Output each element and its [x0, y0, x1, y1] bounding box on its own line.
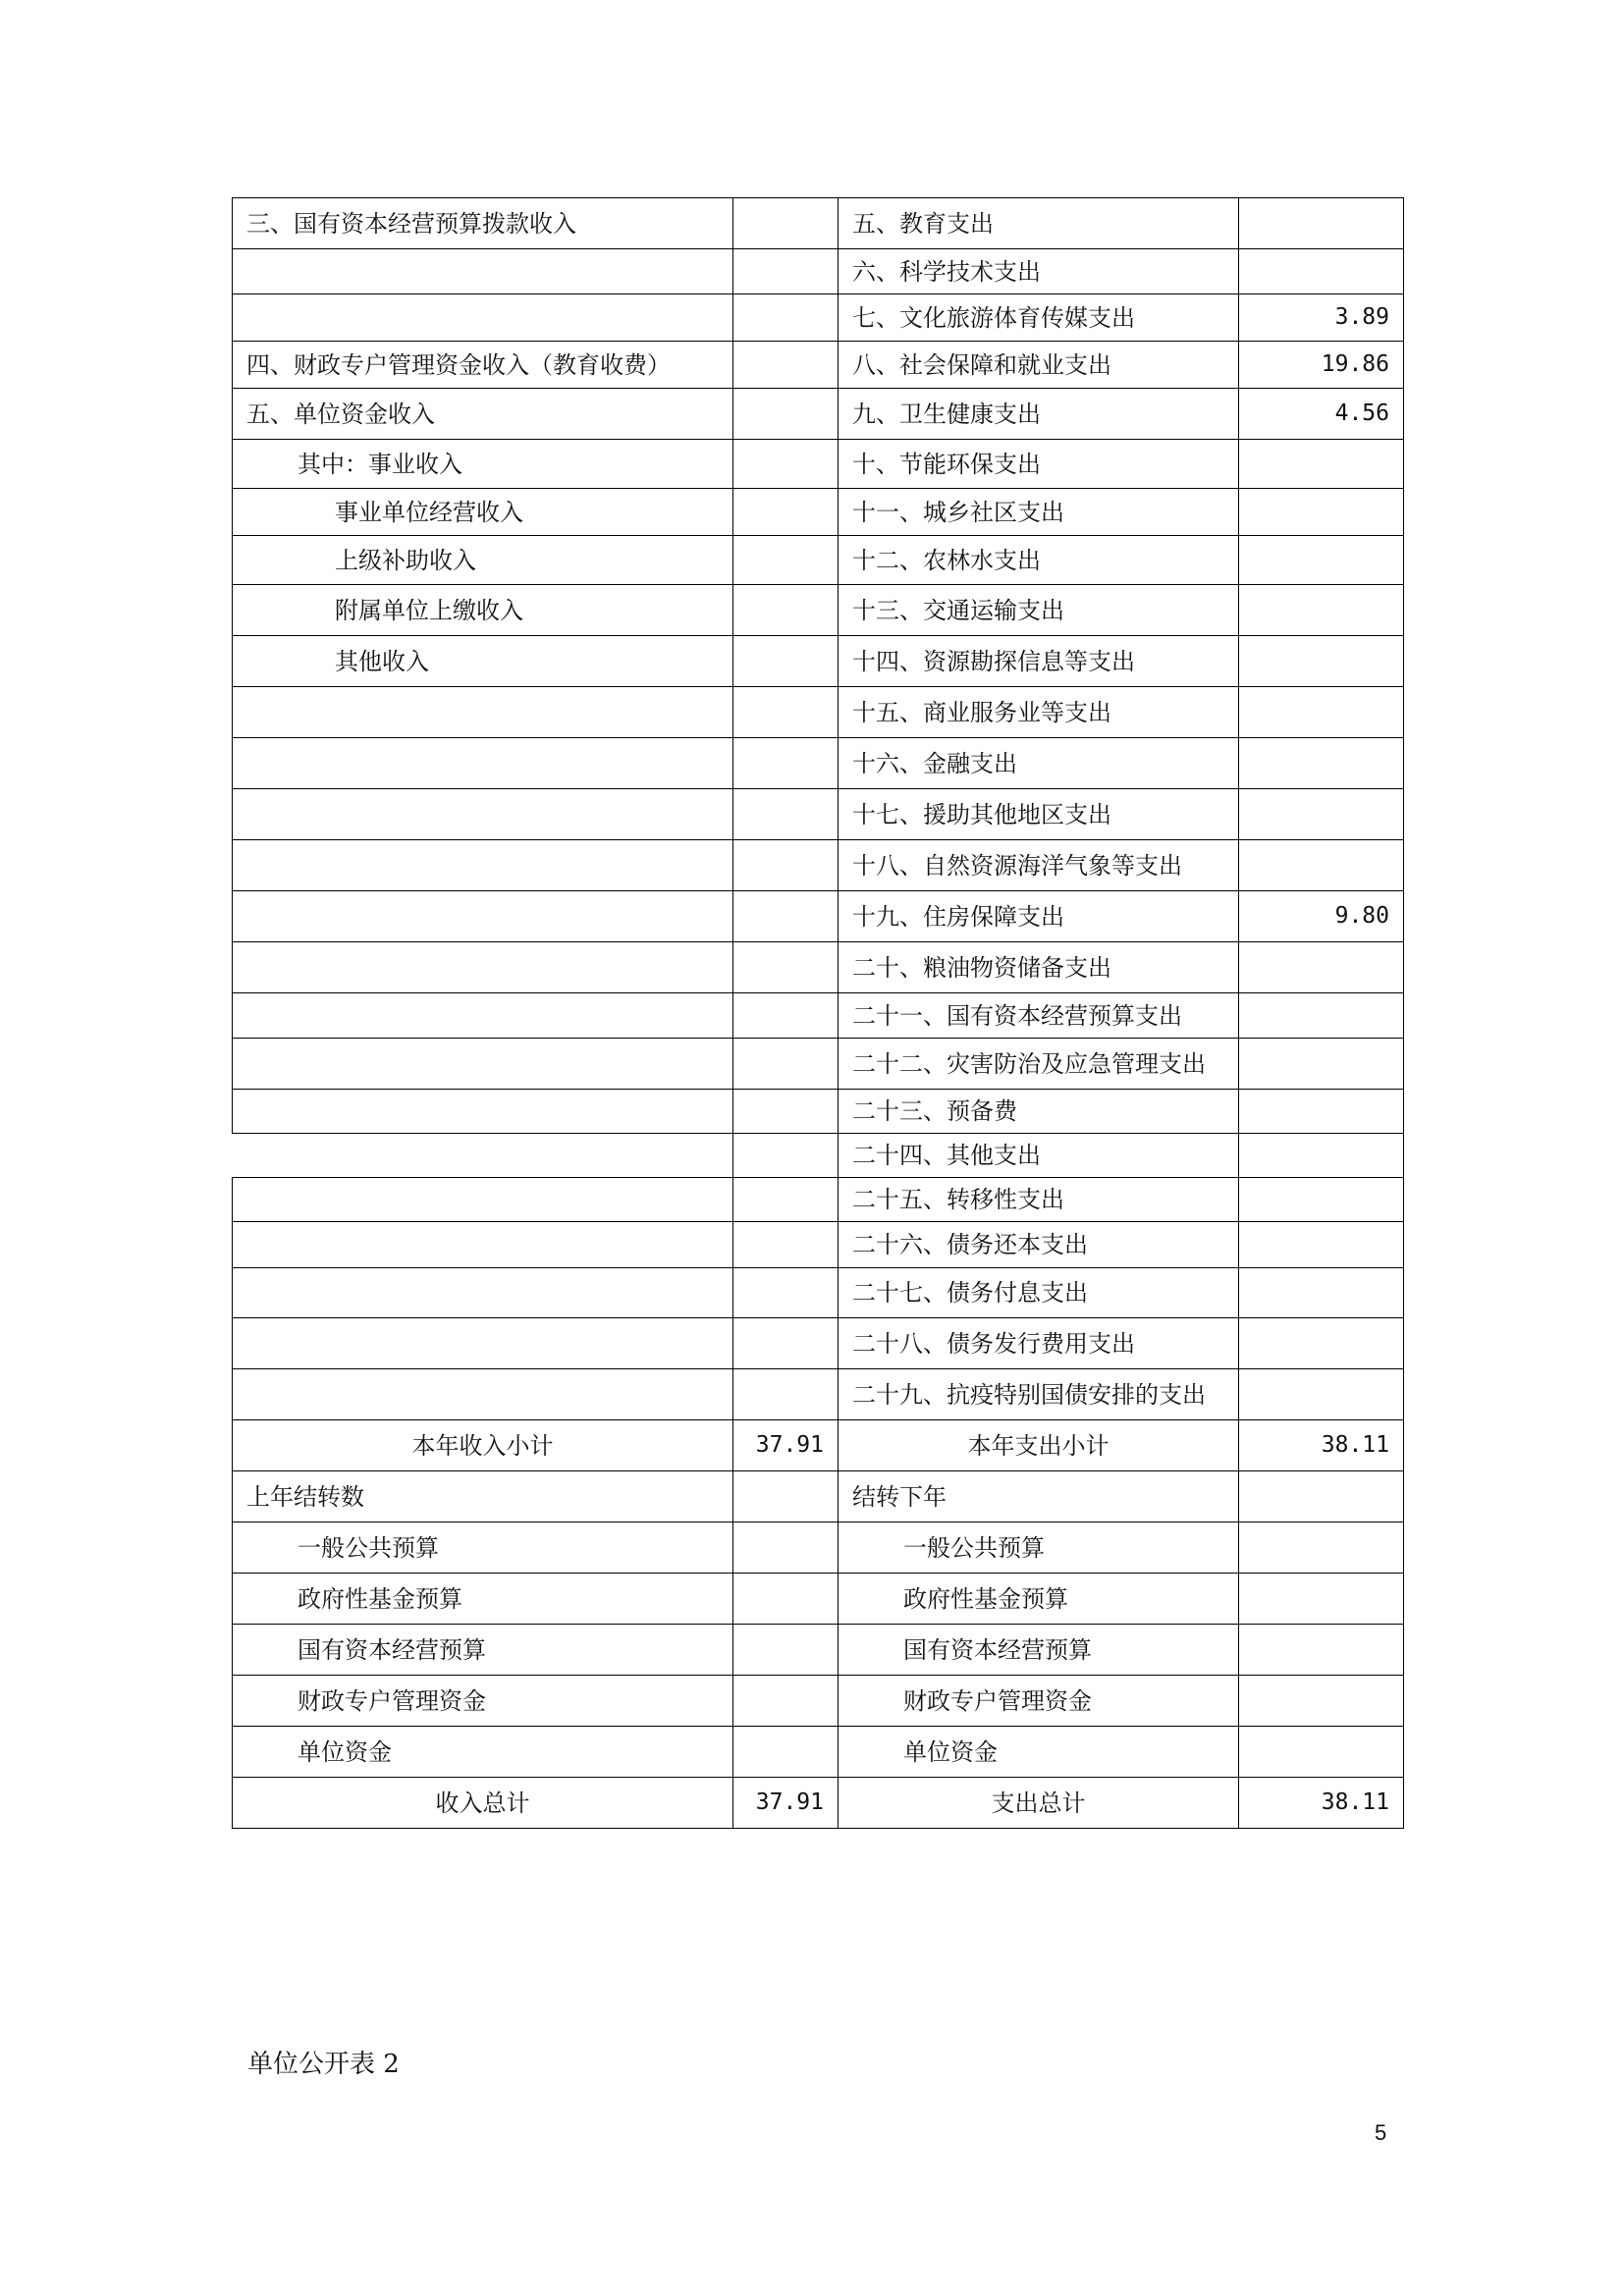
income-item-cell	[233, 1268, 733, 1318]
table-row	[233, 1369, 1404, 1420]
table-row	[233, 1420, 1404, 1471]
expense-item-cell: 十五、商业服务业等支出	[839, 687, 1239, 738]
expense-item-cell: 八、社会保障和就业支出	[839, 342, 1239, 389]
income-amount-cell	[733, 1178, 839, 1222]
income-amount-cell	[733, 489, 839, 536]
expense-item-cell: 十六、金融支出	[839, 738, 1239, 789]
income-amount-cell	[733, 891, 839, 942]
income-item-cell: 附属单位上缴收入	[233, 585, 733, 636]
income-item-cell	[233, 1318, 733, 1369]
expense-item-cell: 九、卫生健康支出	[839, 389, 1239, 440]
table-row	[233, 687, 1404, 738]
income-amount-cell	[733, 738, 839, 789]
income-item-cell	[233, 1090, 733, 1134]
table-row	[233, 1268, 1404, 1318]
table-row	[233, 536, 1404, 585]
income-item-cell: 上级补助收入	[233, 536, 733, 585]
income-amount-cell	[733, 1676, 839, 1727]
table-row	[233, 636, 1404, 687]
income-item-cell: 财政专户管理资金	[233, 1676, 733, 1727]
expense-item-cell: 二十四、其他支出	[839, 1134, 1239, 1178]
expense-item-cell: 十四、资源勘探信息等支出	[839, 636, 1239, 687]
expense-item-cell: 结转下年	[839, 1471, 1239, 1522]
income-item-cell	[233, 993, 733, 1039]
expense-amount-cell	[1239, 1134, 1404, 1178]
expense-amount-cell	[1239, 1574, 1404, 1625]
table-row	[233, 1039, 1404, 1090]
income-amount-cell	[733, 198, 839, 249]
expense-item-cell: 二十五、转移性支出	[839, 1178, 1239, 1222]
table-row	[233, 1318, 1404, 1369]
expense-item-cell: 五、教育支出	[839, 198, 1239, 249]
income-amount-cell	[733, 1471, 839, 1522]
expense-item-cell: 本年支出小计	[839, 1420, 1239, 1471]
expense-item-cell: 十七、援助其他地区支出	[839, 789, 1239, 840]
income-amount-cell	[733, 389, 839, 440]
income-item-cell	[233, 294, 733, 342]
expense-amount-cell	[1239, 585, 1404, 636]
expense-item-cell: 二十一、国有资本经营预算支出	[839, 993, 1239, 1039]
expense-amount-cell: 4.56	[1239, 389, 1404, 440]
expense-item-cell: 政府性基金预算	[839, 1574, 1239, 1625]
expense-amount-cell	[1239, 536, 1404, 585]
expense-item-cell: 十八、自然资源海洋气象等支出	[839, 840, 1239, 891]
table-row	[233, 1727, 1404, 1778]
income-amount-cell	[733, 342, 839, 389]
table-row	[233, 294, 1404, 342]
expense-item-cell: 十九、住房保障支出	[839, 891, 1239, 942]
expense-amount-cell	[1239, 993, 1404, 1039]
expense-amount-cell	[1239, 1178, 1404, 1222]
expense-amount-cell	[1239, 489, 1404, 536]
table-row	[233, 1778, 1404, 1829]
table-row	[233, 1574, 1404, 1625]
income-item-cell	[233, 942, 733, 993]
budget-table-body	[233, 198, 1404, 1829]
table-row	[233, 1471, 1404, 1522]
expense-amount-cell: 19.86	[1239, 342, 1404, 389]
income-item-cell	[233, 738, 733, 789]
income-amount-cell	[733, 294, 839, 342]
expense-item-cell: 十二、农林水支出	[839, 536, 1239, 585]
footer-label: 单位公开表 2	[247, 2050, 400, 2079]
table-row	[233, 440, 1404, 489]
expense-item-cell: 二十九、抗疫特别国债安排的支出	[839, 1369, 1239, 1420]
table-row	[233, 1676, 1404, 1727]
expense-item-cell: 国有资本经营预算	[839, 1625, 1239, 1676]
expense-amount-cell	[1239, 738, 1404, 789]
expense-amount-cell	[1239, 687, 1404, 738]
income-item-cell	[233, 1369, 733, 1420]
table-row	[233, 249, 1404, 294]
income-item-cell	[233, 249, 733, 294]
income-amount-cell	[733, 942, 839, 993]
income-item-cell	[233, 891, 733, 942]
income-item-cell: 一般公共预算	[233, 1522, 733, 1574]
income-item-cell: 国有资本经营预算	[233, 1625, 733, 1676]
expense-item-cell: 二十六、债务还本支出	[839, 1222, 1239, 1268]
income-amount-cell	[733, 440, 839, 489]
expense-item-cell: 七、文化旅游体育传媒支出	[839, 294, 1239, 342]
income-amount-cell	[733, 1134, 839, 1178]
income-amount-cell	[733, 1369, 839, 1420]
income-amount-cell	[733, 1574, 839, 1625]
expense-item-cell: 一般公共预算	[839, 1522, 1239, 1574]
table-row	[233, 1090, 1404, 1134]
income-amount-cell	[733, 249, 839, 294]
budget-table	[232, 197, 1404, 1829]
income-amount-cell	[733, 1522, 839, 1574]
table-row	[233, 585, 1404, 636]
expense-item-cell: 二十三、预备费	[839, 1090, 1239, 1134]
table-row	[233, 1134, 1404, 1178]
income-item-cell: 事业单位经营收入	[233, 489, 733, 536]
income-amount-cell	[733, 1625, 839, 1676]
income-amount-cell	[733, 840, 839, 891]
table-row	[233, 942, 1404, 993]
income-amount-cell	[733, 536, 839, 585]
income-item-cell: 本年收入小计	[233, 1420, 733, 1471]
income-item-cell: 四、财政专户管理资金收入（教育收费）	[233, 342, 733, 389]
income-amount-cell	[733, 585, 839, 636]
expense-item-cell: 二十八、债务发行费用支出	[839, 1318, 1239, 1369]
expense-item-cell: 六、科学技术支出	[839, 249, 1239, 294]
expense-amount-cell	[1239, 1090, 1404, 1134]
income-amount-cell	[733, 1090, 839, 1134]
income-item-cell	[233, 840, 733, 891]
income-item-cell: 其中：事业收入	[233, 440, 733, 489]
income-amount-cell	[733, 636, 839, 687]
expense-amount-cell	[1239, 789, 1404, 840]
table-row	[233, 891, 1404, 942]
income-amount-cell: 37.91	[733, 1420, 839, 1471]
table-row	[233, 342, 1404, 389]
expense-item-cell: 二十二、灾害防治及应急管理支出	[839, 1039, 1239, 1090]
income-amount-cell: 37.91	[733, 1778, 839, 1829]
income-amount-cell	[733, 789, 839, 840]
income-item-cell	[233, 1134, 733, 1178]
table-row	[233, 1178, 1404, 1222]
income-item-cell	[233, 1222, 733, 1268]
expense-amount-cell	[1239, 249, 1404, 294]
income-item-cell: 其他收入	[233, 636, 733, 687]
income-item-cell: 政府性基金预算	[233, 1574, 733, 1625]
expense-amount-cell	[1239, 1222, 1404, 1268]
income-amount-cell	[733, 687, 839, 738]
income-amount-cell	[733, 993, 839, 1039]
income-item-cell	[233, 1178, 733, 1222]
table-row	[233, 738, 1404, 789]
income-item-cell	[233, 1039, 733, 1090]
table-row	[233, 389, 1404, 440]
expense-amount-cell	[1239, 1727, 1404, 1778]
table-row	[233, 489, 1404, 536]
expense-amount-cell	[1239, 636, 1404, 687]
income-amount-cell	[733, 1268, 839, 1318]
expense-amount-cell	[1239, 942, 1404, 993]
expense-amount-cell: 38.11	[1239, 1420, 1404, 1471]
table-row	[233, 789, 1404, 840]
expense-amount-cell	[1239, 1676, 1404, 1727]
income-item-cell: 五、单位资金收入	[233, 389, 733, 440]
page-number: 5	[1375, 2120, 1387, 2145]
table-row	[233, 1222, 1404, 1268]
income-amount-cell	[733, 1318, 839, 1369]
table-row	[233, 993, 1404, 1039]
expense-item-cell: 二十、粮油物资储备支出	[839, 942, 1239, 993]
expense-amount-cell	[1239, 1522, 1404, 1574]
expense-amount-cell	[1239, 1471, 1404, 1522]
income-amount-cell	[733, 1039, 839, 1090]
income-item-cell: 收入总计	[233, 1778, 733, 1829]
income-item-cell: 单位资金	[233, 1727, 733, 1778]
expense-item-cell: 支出总计	[839, 1778, 1239, 1829]
expense-amount-cell	[1239, 1625, 1404, 1676]
expense-amount-cell	[1239, 1318, 1404, 1369]
expense-amount-cell	[1239, 1268, 1404, 1318]
income-amount-cell	[733, 1222, 839, 1268]
expense-amount-cell: 38.11	[1239, 1778, 1404, 1829]
expense-amount-cell	[1239, 1039, 1404, 1090]
income-item-cell: 上年结转数	[233, 1471, 733, 1522]
table-row	[233, 1522, 1404, 1574]
income-item-cell	[233, 789, 733, 840]
table-row	[233, 840, 1404, 891]
expense-amount-cell	[1239, 840, 1404, 891]
expense-item-cell: 财政专户管理资金	[839, 1676, 1239, 1727]
expense-amount-cell: 3.89	[1239, 294, 1404, 342]
expense-amount-cell	[1239, 1369, 1404, 1420]
expense-amount-cell	[1239, 198, 1404, 249]
expense-item-cell: 十、节能环保支出	[839, 440, 1239, 489]
expense-item-cell: 十三、交通运输支出	[839, 585, 1239, 636]
expense-amount-cell	[1239, 440, 1404, 489]
expense-amount-cell: 9.80	[1239, 891, 1404, 942]
income-item-cell	[233, 687, 733, 738]
table-row	[233, 1625, 1404, 1676]
expense-item-cell: 十一、城乡社区支出	[839, 489, 1239, 536]
expense-item-cell: 二十七、债务付息支出	[839, 1268, 1239, 1318]
table-row	[233, 198, 1404, 249]
income-amount-cell	[733, 1727, 839, 1778]
expense-item-cell: 单位资金	[839, 1727, 1239, 1778]
income-item-cell: 三、国有资本经营预算拨款收入	[233, 198, 733, 249]
